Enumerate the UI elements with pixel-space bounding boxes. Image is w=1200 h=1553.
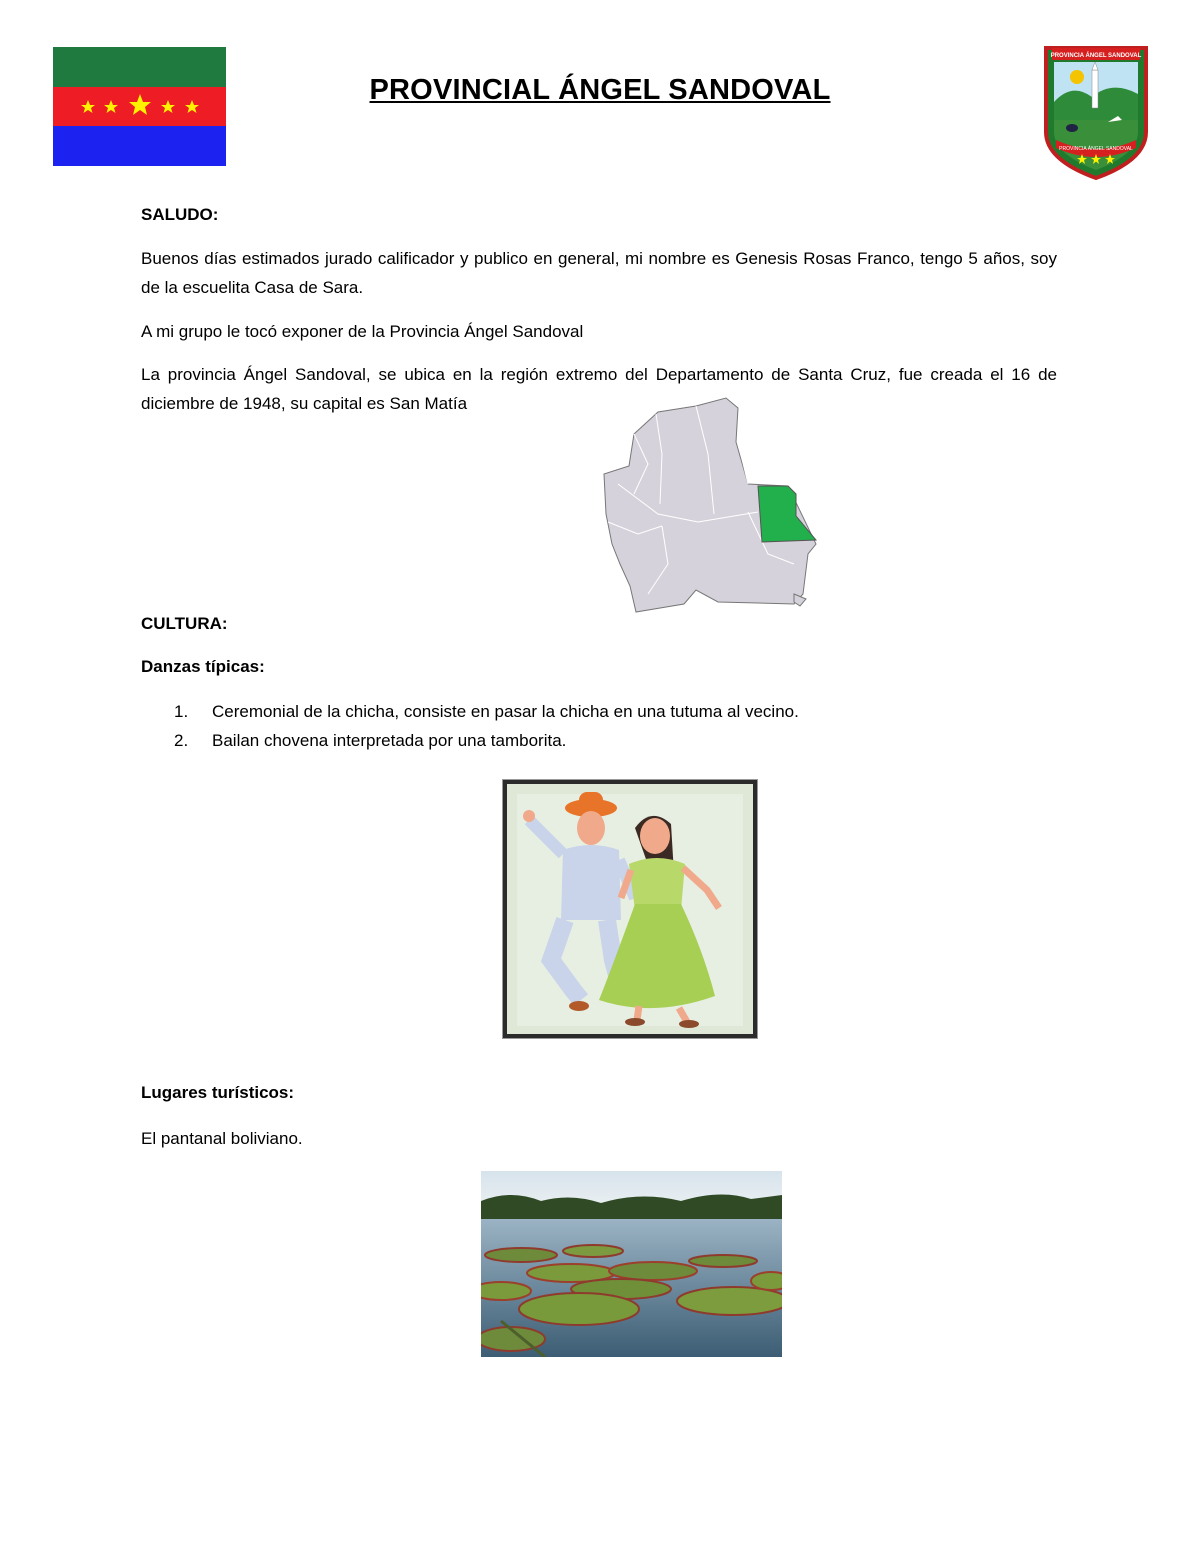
svg-text:PROVINCIA ÁNGEL SANDOVAL: PROVINCIA ÁNGEL SANDOVAL [1050, 53, 1142, 59]
page-title: PROVINCIAL ÁNGEL SANDOVAL [369, 74, 831, 106]
danzas-subheading: Danzas típicas: [141, 657, 265, 676]
saludo-paragraph-1: Buenos días estimados jurado calificador y publico en general, mi nombre es Genesis Rosas Franco, tengo 5 años, soy de la escuelita Casa de Sara. [141, 249, 1057, 297]
provincial-crest-icon [1042, 42, 1150, 180]
cultura-heading: CULTURA: [141, 614, 228, 633]
danzas-list [141, 697, 799, 755]
chovena-dancers-image [502, 779, 758, 1039]
list-item-text: Bailan chovena interpretada por una tamborita. [212, 731, 567, 750]
flag-stripe-blue [53, 126, 226, 166]
list-item [141, 726, 799, 755]
bolivia-map-icon [598, 394, 820, 616]
saludo-heading: SALUDO: [141, 205, 219, 224]
list-item-number: 2. [174, 731, 189, 750]
saludo-paragraph-2: A mi grupo le tocó exponer de la Provincia Ángel Sandoval [141, 322, 584, 341]
pantanal-water-lilies-image [481, 1171, 782, 1357]
list-item [141, 697, 799, 726]
lugares-text: El pantanal boliviano. [141, 1129, 303, 1148]
list-item-text: Ceremonial de la chicha, consiste en pasar la chicha en una tutuma al vecino. [212, 702, 799, 721]
lugares-heading: Lugares turísticos: [141, 1083, 295, 1102]
svg-text:PROVINCIA ÁNGEL SANDOVAL: PROVINCIA ÁNGEL SANDOVAL [1059, 146, 1133, 152]
list-item-number: 1. [174, 702, 189, 721]
saludo-paragraph-3: La provincia Ángel Sandoval, se ubica en la región extremo del Departamento de Santa Cruz, fue creada el 16 de diciembre de 1948, su capital es San Matía [141, 365, 1057, 413]
angel-sandoval-highlight [758, 486, 816, 542]
